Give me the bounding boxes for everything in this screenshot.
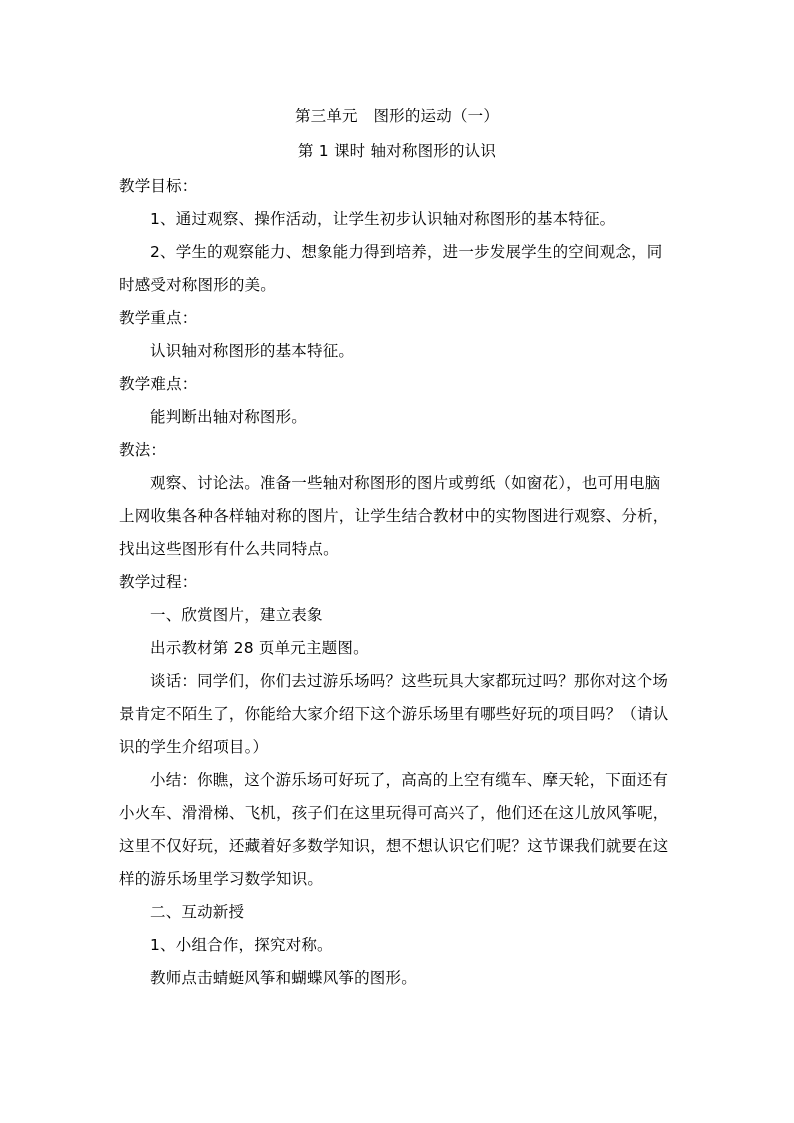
paragraph-line: 上网收集各种各样轴对称的图片，让学生结合教材中的实物图进行观察、分析，: [119, 507, 669, 525]
section-heading-key-points: 教学重点：: [119, 309, 198, 327]
paragraph-line: 找出这些图形有什么共同特点。: [119, 540, 339, 558]
section-heading-difficulties: 教学难点：: [119, 375, 198, 393]
paragraph-line: 出示教材第 28 页单元主题图。: [150, 639, 369, 657]
subsection-heading: 一、欣赏图片，建立表象: [150, 606, 323, 624]
section-heading-methods: 教法：: [119, 441, 167, 459]
paragraph-line: 这里不仅好玩，还藏着好多数学知识，想不想认识它们呢？这节课我们就要在这: [119, 837, 669, 855]
subsection-heading: 二、互动新授: [150, 903, 245, 921]
section-heading-objectives: 教学目标：: [119, 177, 198, 195]
paragraph-line: 样的游乐场里学习数学知识。: [119, 870, 324, 888]
paragraph-line: 观察、讨论法。准备一些轴对称图形的图片或剪纸（如窗花），也可用电脑: [150, 474, 661, 492]
paragraph-line: 小火车、滑滑梯、飞机，孩子们在这里玩得可高兴了，他们还在这儿放风筝呢，: [119, 804, 669, 822]
document-title: 第三单元 图形的运动（一）: [294, 107, 500, 125]
paragraph-line: 景肯定不陌生了，你能给大家介绍下这个游乐场里有哪些好玩的项目吗？（请认: [119, 705, 669, 723]
paragraph-line: 1、通过观察、操作活动，让学生初步认识轴对称图形的基本特征。: [150, 210, 616, 228]
paragraph-line: 1、小组合作，探究对称。: [150, 936, 333, 954]
section-heading-process: 教学过程：: [119, 573, 198, 591]
paragraph-line: 认识轴对称图形的基本特征。: [150, 342, 355, 360]
paragraph-line: 时感受对称图形的美。: [119, 276, 277, 294]
lesson-subtitle: 第 1 课时 轴对称图形的认识: [297, 142, 497, 160]
paragraph-line: 2、学生的观察能力、想象能力得到培养，进一步发展学生的空间观念，同: [150, 243, 663, 261]
paragraph-line: 小结：你瞧，这个游乐场可好玩了，高高的上空有缆车、摩天轮，下面还有: [150, 771, 669, 789]
paragraph-line: 能判断出轴对称图形。: [150, 408, 308, 426]
paragraph-line: 教师点击蜻蜓风筝和蝴蝶风筝的图形。: [150, 969, 417, 987]
paragraph-line: 谈话：同学们，你们去过游乐场吗？这些玩具大家都玩过吗？那你对这个场: [150, 672, 669, 690]
paragraph-line: 识的学生介绍项目。）: [119, 738, 269, 756]
